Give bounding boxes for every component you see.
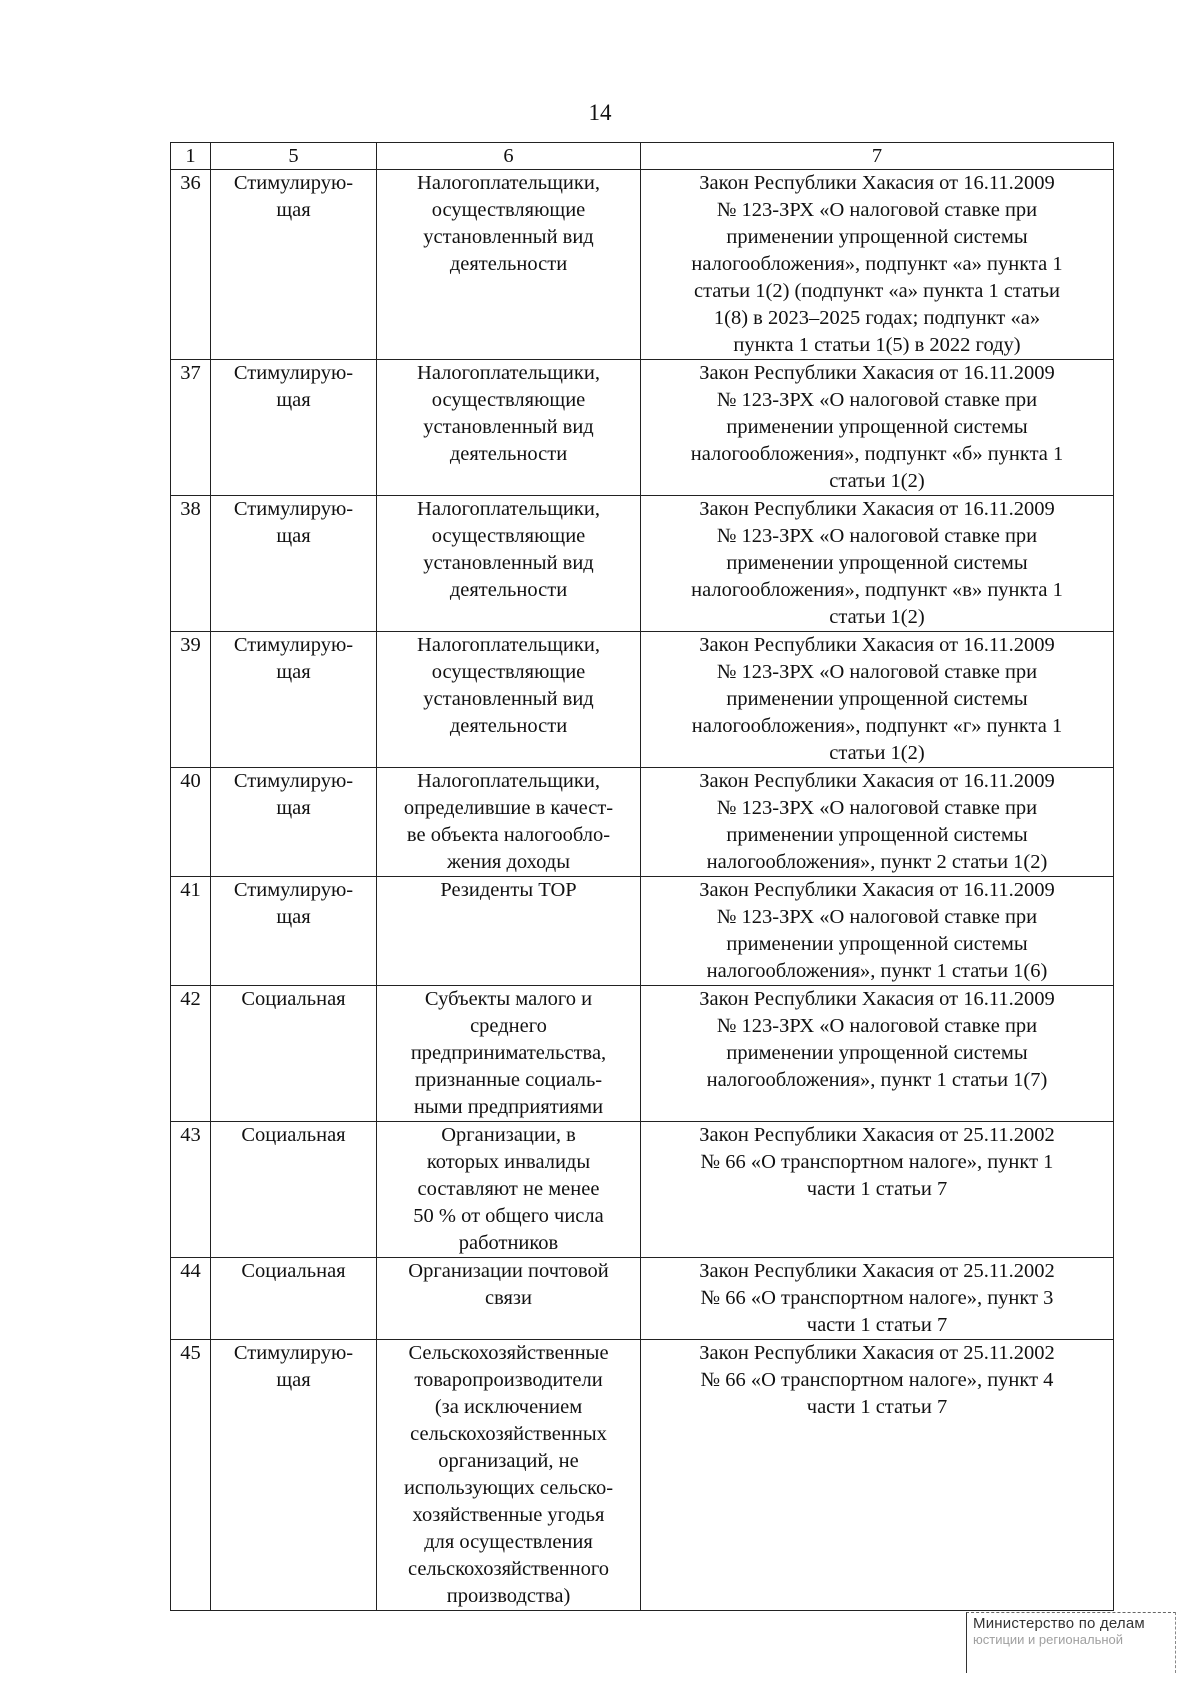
- row-number: 43: [180, 1124, 201, 1146]
- table-body: [171, 170, 1114, 1611]
- support-type: Стимулирую- щая: [233, 172, 354, 221]
- beneficiary-category: Субъекты малого и среднего предпринимательства, признанные социаль- ными предприятиями: [410, 988, 607, 1118]
- beneficiary-category: Налогоплательщики, осуществляющие установленный вид деятельности: [417, 362, 600, 465]
- legal-basis-cell: [641, 986, 1114, 1122]
- table-row: [171, 877, 1114, 986]
- support-type-cell: [211, 360, 377, 496]
- support-type: Социальная: [241, 1260, 346, 1282]
- beneficiary-category: Сельскохозяйственные товаропроизводители (за исключением сельскохозяйственных организаций, не использующих сельско- хозяйственные угодья для осуществления сельскохозяйственного производства): [403, 1342, 614, 1607]
- beneficiary-category: Организации, в которых инвалиды составляют не менее 50 % от общего числа работников: [413, 1124, 604, 1254]
- table-row: [171, 632, 1114, 768]
- row-number-cell: [171, 170, 211, 360]
- support-type-cell: [211, 632, 377, 768]
- row-number: 37: [180, 362, 201, 384]
- table-row: [171, 986, 1114, 1122]
- page-number: 14: [588, 100, 612, 125]
- beneficiary-category-cell: [377, 877, 641, 986]
- legal-basis: Закон Республики Хакасия от 25.11.2002 № 66 «О транспортном налоге», пункт 4 части 1 статьи 7: [699, 1342, 1055, 1418]
- support-type: Социальная: [241, 988, 346, 1010]
- support-type-cell: [211, 1258, 377, 1340]
- beneficiary-category-cell: [377, 1122, 641, 1258]
- stamp-box: [966, 1612, 1176, 1673]
- legal-basis: Закон Республики Хакасия от 16.11.2009 № 123-ЗРХ «О налоговой ставке при применении упрощенной системы налогообложения», подпункт «в» пункта 1 статьи 1(2): [691, 498, 1063, 628]
- tax-expenditure-table: [170, 142, 1114, 1611]
- support-type: Стимулирую- щая: [233, 362, 354, 411]
- legal-basis-cell: [641, 632, 1114, 768]
- row-number: 36: [180, 172, 201, 194]
- legal-basis: Закон Республики Хакасия от 16.11.2009 № 123-ЗРХ «О налоговой ставке при применении упрощенной системы налогообложения», пункт 1 статьи 1(7): [699, 988, 1055, 1091]
- table-header-row: [171, 143, 1114, 170]
- support-type-cell: [211, 877, 377, 986]
- table-row: [171, 1258, 1114, 1340]
- row-number-cell: [171, 1258, 211, 1340]
- legal-basis-cell: [641, 360, 1114, 496]
- beneficiary-category-cell: [377, 170, 641, 360]
- beneficiary-category-cell: [377, 360, 641, 496]
- row-number: 39: [180, 634, 201, 656]
- legal-basis: Закон Республики Хакасия от 25.11.2002 № 66 «О транспортном налоге», пункт 3 части 1 статьи 7: [699, 1260, 1055, 1336]
- beneficiary-category-cell: [377, 1340, 641, 1611]
- header-col-6: 6: [377, 143, 641, 170]
- beneficiary-category: Налогоплательщики, осуществляющие установленный вид деятельности: [417, 498, 600, 601]
- legal-basis-cell: [641, 1258, 1114, 1340]
- row-number-cell: [171, 768, 211, 877]
- support-type: Стимулирую- щая: [233, 879, 354, 928]
- beneficiary-category-cell: [377, 768, 641, 877]
- support-type-cell: [211, 1340, 377, 1611]
- legal-basis-cell: [641, 496, 1114, 632]
- support-type-cell: [211, 170, 377, 360]
- legal-basis-cell: [641, 877, 1114, 986]
- header-col-7: 7: [641, 143, 1114, 170]
- row-number-cell: [171, 632, 211, 768]
- row-number-cell: [171, 1340, 211, 1611]
- row-number: 41: [180, 879, 201, 901]
- legal-basis: Закон Республики Хакасия от 16.11.2009 № 123-ЗРХ «О налоговой ставке при применении упрощенной системы налогообложения», подпункт «а» пункта 1 статьи 1(2) (подпункт «а» пункта 1 статьи 1(8) в 2023–2025 годах; подпункт «а» пункта 1 статьи 1(5) в 2022 году): [691, 172, 1063, 356]
- table-row: [171, 1340, 1114, 1611]
- legal-basis: Закон Республики Хакасия от 16.11.2009 № 123-ЗРХ «О налоговой ставке при применении упрощенной системы налогообложения», пункт 2 статьи 1(2): [699, 770, 1055, 873]
- table-row: [171, 1122, 1114, 1258]
- beneficiary-category: Налогоплательщики, осуществляющие установленный вид деятельности: [417, 634, 600, 737]
- legal-basis-cell: [641, 1122, 1114, 1258]
- table-row: [171, 360, 1114, 496]
- ministry-stamp: [966, 1612, 1176, 1682]
- support-type: Социальная: [241, 1124, 346, 1146]
- legal-basis-cell: [641, 768, 1114, 877]
- beneficiary-category: Налогоплательщики, осуществляющие установленный вид деятельности: [417, 172, 600, 275]
- legal-basis-cell: [641, 170, 1114, 360]
- beneficiary-category: Резиденты ТОР: [440, 879, 577, 901]
- stamp-line-1: Министерство по делам: [973, 1615, 1145, 1632]
- row-number-cell: [171, 496, 211, 632]
- legal-basis: Закон Республики Хакасия от 16.11.2009 № 123-ЗРХ «О налоговой ставке при применении упрощенной системы налогообложения», пункт 1 статьи 1(6): [699, 879, 1055, 982]
- legal-basis: Закон Республики Хакасия от 16.11.2009 № 123-ЗРХ «О налоговой ставке при применении упрощенной системы налогообложения», подпункт «б» пункта 1 статьи 1(2): [690, 362, 1064, 492]
- beneficiary-category: Налогоплательщики, определившие в качест- ве объекта налогообло- жения доходы: [403, 770, 614, 873]
- row-number: 42: [180, 988, 201, 1010]
- row-number: 40: [180, 770, 201, 792]
- support-type: Стимулирую- щая: [233, 498, 354, 547]
- table-row: [171, 768, 1114, 877]
- beneficiary-category-cell: [377, 496, 641, 632]
- beneficiary-category-cell: [377, 632, 641, 768]
- row-number: 44: [180, 1260, 201, 1282]
- beneficiary-category-cell: [377, 986, 641, 1122]
- support-type: Стимулирую- щая: [233, 770, 354, 819]
- row-number: 38: [180, 498, 201, 520]
- legal-basis-cell: [641, 1340, 1114, 1611]
- header-col-5: 5: [211, 143, 377, 170]
- legal-basis: Закон Республики Хакасия от 25.11.2002 № 66 «О транспортном налоге», пункт 1 части 1 статьи 7: [699, 1124, 1055, 1200]
- legal-basis: Закон Республики Хакасия от 16.11.2009 № 123-ЗРХ «О налоговой ставке при применении упрощенной системы налогообложения», подпункт «г» пункта 1 статьи 1(2): [691, 634, 1063, 764]
- table-row: [171, 496, 1114, 632]
- row-number-cell: [171, 360, 211, 496]
- support-type: Стимулирую- щая: [233, 1342, 354, 1391]
- header-col-1: 1: [171, 143, 211, 170]
- beneficiary-category: Организации почтовой связи: [408, 1260, 609, 1309]
- support-type-cell: [211, 496, 377, 632]
- table-row: [171, 170, 1114, 360]
- row-number-cell: [171, 986, 211, 1122]
- row-number-cell: [171, 1122, 211, 1258]
- stamp-line-2: юстиции и региональной: [973, 1632, 1124, 1647]
- support-type-cell: [211, 986, 377, 1122]
- support-type: Стимулирую- щая: [233, 634, 354, 683]
- support-type-cell: [211, 1122, 377, 1258]
- beneficiary-category-cell: [377, 1258, 641, 1340]
- row-number-cell: [171, 877, 211, 986]
- support-type-cell: [211, 768, 377, 877]
- row-number: 45: [180, 1342, 201, 1364]
